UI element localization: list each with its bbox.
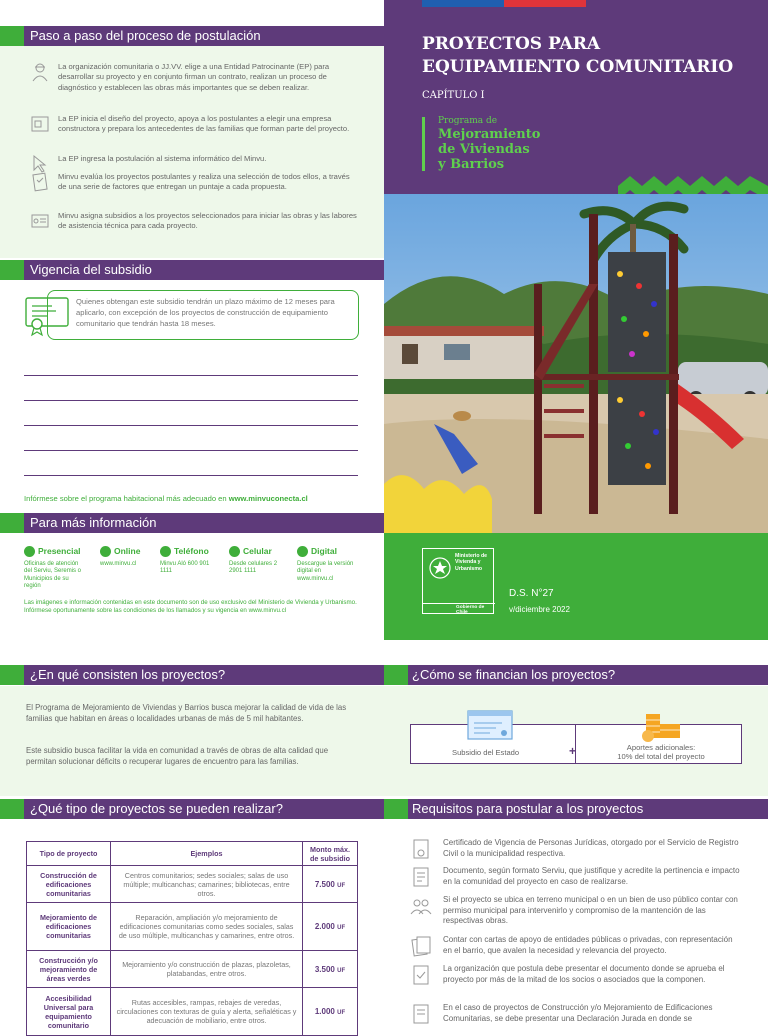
- program-bar: [422, 117, 425, 171]
- certificate-icon: [30, 211, 50, 231]
- check-document-icon: [466, 709, 514, 741]
- cover-title: PROYECTOS PARA EQUIPAMIENTO COMUNITARIO: [422, 34, 734, 77]
- cursor-icon: [100, 546, 111, 557]
- flag-stripe-blue: [422, 0, 504, 7]
- col-ejemplos: Ejemplos: [111, 842, 303, 866]
- requisitos-header: Requisitos para postular a los proyectos: [384, 799, 768, 819]
- vigencia-text: Quienes obtengan este subsidio tendrán un plazo máximo de 12 meses para aplicarlo, con excepción de los proyectos de construcción de equipamiento comunitario que tendrán hasta 18 meses.: [76, 297, 335, 328]
- gobierno-label: Gobierno de Chile: [456, 605, 485, 615]
- info-telefono: Teléfono Minvu Aló 600 901 1111: [160, 546, 210, 575]
- ministry-line-3: Urbanismo: [455, 565, 483, 572]
- document-icon: [410, 866, 432, 888]
- step-3: La EP ingresa la postulación al sistema informático del Minvu.: [30, 154, 360, 170]
- blueprint-icon: [30, 114, 50, 134]
- financian-header: ¿Cómo se financian los proyectos?: [384, 665, 768, 685]
- project-types-table: [26, 841, 358, 1036]
- step-1: La organización comunitaria o JJ.VV. elige a una Entidad Patrocinante (EP) para desarrollar su proyecto y en conjunto firman un contrato, realizan un proceso de diagnóstico y establecen las obras más importantes que se deben realizar.: [30, 62, 360, 106]
- certificate-doc-icon: [410, 838, 432, 860]
- mobile-icon: [229, 546, 240, 557]
- notes-line: [24, 400, 358, 401]
- info-celular: Celular Desde celulares 2 2901 1111: [229, 546, 278, 575]
- people-icon: [410, 895, 432, 917]
- approval-doc-icon: [410, 964, 432, 986]
- step-2: La EP inicia el diseño del proyecto, apoya a los postulantes a elegir una empresa constructora y prepara los antecedentes de las familias que forman parte del proyecto.: [30, 114, 360, 148]
- checklist-icon: [30, 172, 50, 192]
- sworn-statement-icon: [410, 1003, 432, 1025]
- coat-of-arms-icon: [428, 556, 452, 580]
- letters-icon: [410, 935, 432, 957]
- playground-photo: [384, 194, 768, 533]
- download-icon: [297, 546, 308, 557]
- notes-line: [24, 375, 358, 376]
- subsidio-estado: Subsidio del Estado: [452, 748, 520, 757]
- disclaimer: Las imágenes e información contenidas en este documento son de uso exclusivo del Ministerio de Vivienda y Urbanismo. Infórmese oportunamente sobre las condiciones de los llamados y su vigencia en www.minvu.cl: [24, 599, 357, 614]
- info-online[interactable]: Online www.minvu.cl: [100, 546, 141, 567]
- home-icon: [24, 546, 35, 557]
- notes-line: [24, 425, 358, 426]
- flag-stripe-red: [504, 0, 586, 7]
- steps-header: Paso a paso del proceso de postulación: [0, 26, 384, 46]
- coins-icon: [640, 710, 682, 742]
- tipos-header: ¿Qué tipo de proyectos se pueden realizar?: [0, 799, 384, 819]
- vigencia-header: Vigencia del subsidio: [0, 260, 384, 280]
- informese-text: Infórmese sobre el programa habitacional más adecuado en www.minvuconecta.cl: [24, 494, 308, 503]
- step-5: Minvu asigna subsidios a los proyectos seleccionados para iniciar las obras y las labores de asistencia técnica para cada proyecto.: [30, 211, 360, 235]
- info-header: Para más información: [0, 513, 384, 533]
- version-date: v/diciembre 2022: [509, 605, 570, 614]
- table-row: Mejoramiento de edificaciones comunitarias Reparación, ampliación y/o mejoramiento de edificaciones comunitarias como sedes sociales, salas de uso múltiple, multicanchas y camarines, entre otros. 2.000 UF: [27, 903, 358, 951]
- col-tipo: Tipo de proyecto: [27, 842, 111, 866]
- notes-line: [24, 450, 358, 451]
- ministry-line-2: Vivienda y: [455, 559, 481, 566]
- consisten-p1: El Programa de Mejoramiento de Viviendas y Barrios busca mejorar la calidad de vida de las familias que habitan en áreas o localidades urbanas de más de 5 mil habitantes.: [26, 703, 347, 723]
- cursor-icon: [30, 154, 50, 174]
- consisten-p2: Este subsidio busca facilitar la vida en comunidad a través de obras de alta calidad que permitan solucionar déficits o recuperar lugares de encuentro para las familias.: [26, 746, 329, 766]
- table-row: Accesibilidad Universal para equipamiento comunitario Rutas accesibles, rampas, rebajes de veredas, circulaciones con texturas de guía y alerta, señaléticas y adecuación de mobiliario, entre otros. 1.000 UF: [27, 988, 358, 1036]
- table-row: Construcción y/o mejoramiento de áreas verdes Mejoramiento y/o construcción de plazas, plazoletas, platabandas, entre otros. 3.500 UF: [27, 951, 358, 988]
- ministry-logo: [422, 548, 494, 614]
- ministry-line-1: Ministerio de: [455, 553, 487, 559]
- table-row: Construcción de edificaciones comunitarias Centros comunitarios; sedes sociales; salas de uso múltiple; multicanchas; camarines; bibliotecas, entre otros. 7.500 UF: [27, 866, 358, 903]
- phone-icon: [160, 546, 171, 557]
- plus-icon: +: [569, 744, 577, 758]
- step-4: Minvu evalúa los proyectos postulantes y realiza una selección de todos ellos, a través de una serie de factores que entregan un puntaje a cada propuesta.: [30, 172, 360, 206]
- vigencia-box: [47, 290, 359, 340]
- ds-number: D.S. N°27: [509, 588, 554, 599]
- info-digital[interactable]: Digital Descargue la versión digital en www.minvu.cl: [297, 546, 354, 582]
- col-monto: Monto máx. de subsidio: [303, 842, 358, 866]
- consisten-header: ¿En qué consisten los proyectos?: [0, 665, 384, 685]
- chapter-label: CAPÍTULO I: [422, 90, 485, 101]
- worker-icon: [30, 62, 50, 82]
- aportes-adicionales: Aportes adicionales: 10% del total del proyecto: [617, 743, 705, 761]
- info-presencial: Presencial Oficinas de atención del Serviu, Seremis o Municipios de su región: [24, 546, 82, 590]
- minvuconecta-link[interactable]: www.minvuconecta.cl: [228, 494, 308, 503]
- program-name: Programa de Mejoramiento de Viviendas y Barrios: [438, 116, 541, 172]
- notes-line: [24, 475, 358, 476]
